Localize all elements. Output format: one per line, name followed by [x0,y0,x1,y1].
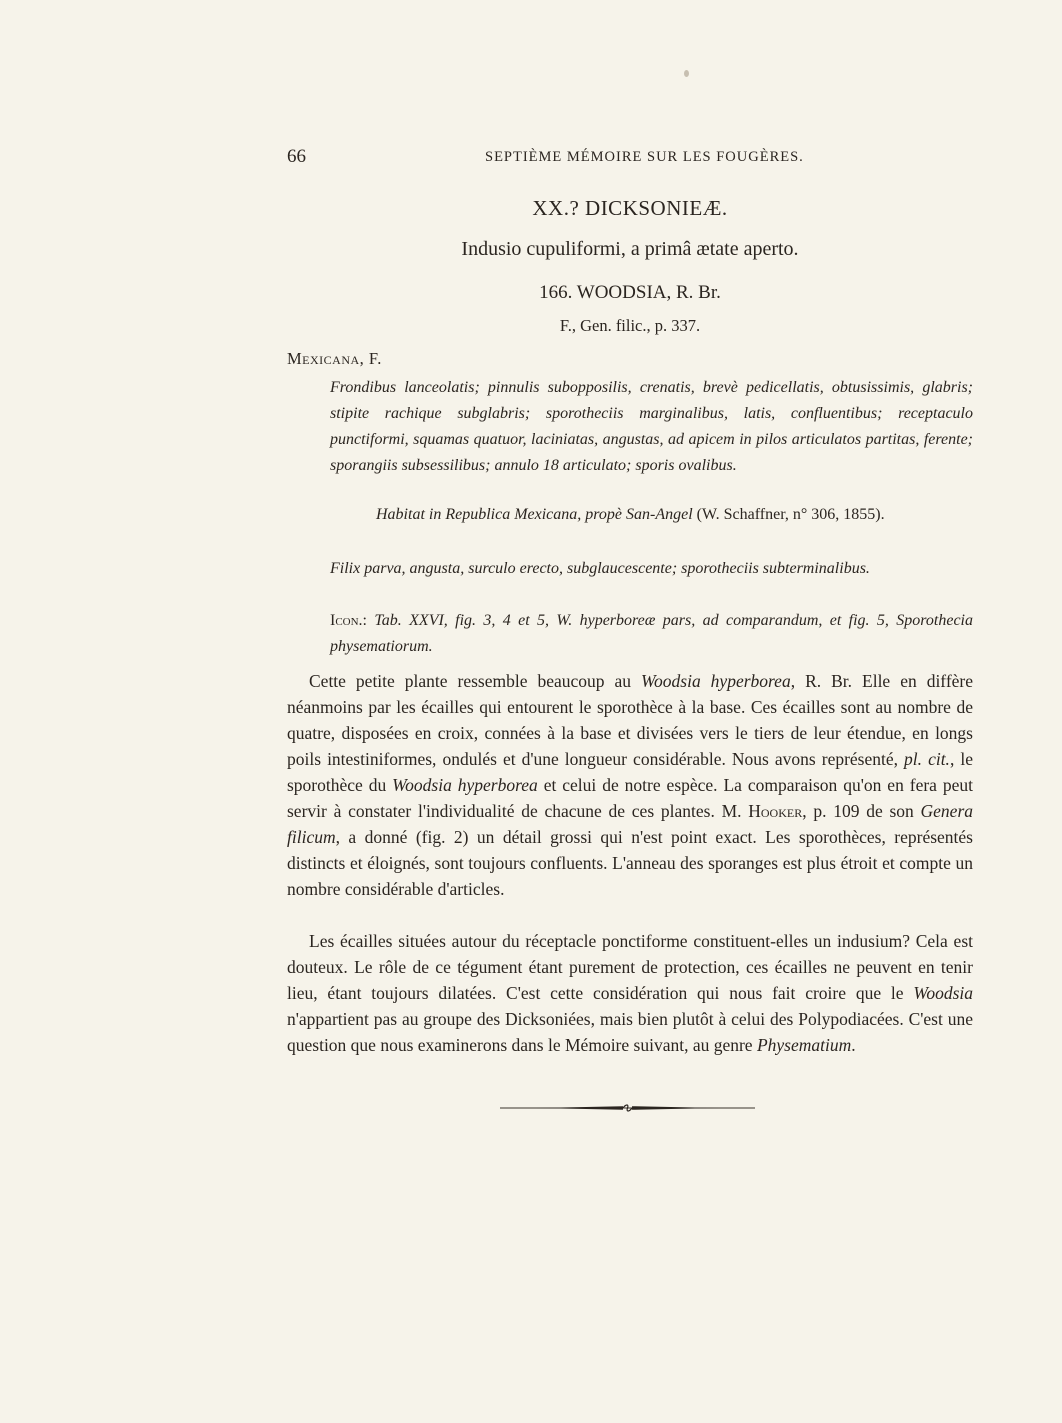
species-name: Mexicana, F. [287,349,382,368]
taxon-name: Woodsia hyperborea [641,671,791,691]
text-run: , R. Br. Elle en diffère néanmoins par les écailles qui entourent le sporothèce à la base. Ces écailles sont au nombre de quatre, disposées en croix, connées à la base et divisées vers le tiers de leur étendue, en longs poils intestiniformes, ondulés et d'une longueur considérable. Nous avons représenté, [287,671,974,769]
icon-label: Icon.: [330,612,375,629]
text-run: , a donné (fig. 2) un détail grossi qui n'est point exact. Les sporothèces, représentés distincts et éloignés, sont toujours confluents. L'anneau des sporanges est plus étroit et compte un nombre considérable d'articles. [287,827,973,899]
taxon-name: Physematium [756,1035,852,1055]
genus-heading: 166. WOODSIA, R. Br. [539,282,721,303]
ink-speck [684,70,689,77]
text-run: , le sporothèce du [287,749,973,795]
text-run: , p. 109 de son [802,801,921,821]
end-ornament [500,1101,755,1115]
icon-reference [330,608,973,660]
page-header [287,146,973,172]
habitat [376,502,973,528]
species-note: Filix parva, angusta, surculo erecto, subglaucescente; sporotheciis subterminalibus. [330,560,870,577]
text-run: n'appartient pas au groupe des Dicksoniées, mais bien plutôt à celui des Polypodiacées. C'est une question que nous examinerons dans le Mémoire suivant, au genre [287,1009,973,1055]
taxon-name: Woodsia [913,983,973,1003]
taxon-name: Woodsia hyperborea [392,775,538,795]
running-title: SEPTIÈME MÉMOIRE SUR LES FOUGÈRES. [485,149,804,165]
habitat-location: Habitat in Republica Mexicana, propè San-Angel [376,506,693,523]
text-run: et celui de notre espèce. La comparaison qu'on en fera peut servir à constater l'individualité de chacune de ces plantes. M. [287,775,973,821]
page-number: 66 [287,146,306,167]
book-title: Genera filicum [287,801,974,847]
paragraph-comparison [287,668,973,902]
section-title: XX.? DICKSONIEÆ. [532,196,728,220]
text-run: Les écailles situées autour du réceptacle ponctiforme constituent-elles un indusium? Cela est douteux. Le rôle de ce tégument étant purement de protection, ces écailles ne peuvent en tenir lieu, étant toujours dilatées. C'est cette considération qui nous fait croire que le [287,931,973,1003]
section-subtitle: Indusio cupuliformi, a primâ ætate aperto. [461,238,799,260]
paragraph-indusium [287,928,973,1058]
author-name: Hooker [748,801,803,821]
text-run: Cette petite plante ressemble beaucoup au [309,671,642,691]
genus-reference: F., Gen. filic., p. 337. [559,316,701,335]
text-run: . [851,1035,856,1055]
habitat-collector: (W. Schaffner, n° 306, 1855). [692,506,885,523]
plate-citation: pl. cit. [904,749,950,769]
species-description: Frondibus lanceolatis; pinnulis subopposilis, crenatis, brevè pedicellatis, obtusissimis, glabris; stipite rachique subglabris; sporotheciis marginalibus, latis, confluentibus; receptaculo punctiformi, squamas quatuor, laciniatas, angustas, ad apicem in pilos articulatos partitas, ferente; sporangiis subsessilibus; annulo 18 articulato; sporis ovalibus. [330,379,973,474]
icon-text: Tab. XXVI, fig. 3, 4 et 5, W. hyperboreæ pars, ad comparandum, et fig. 5, Sporothecia physematiorum. [330,612,974,655]
